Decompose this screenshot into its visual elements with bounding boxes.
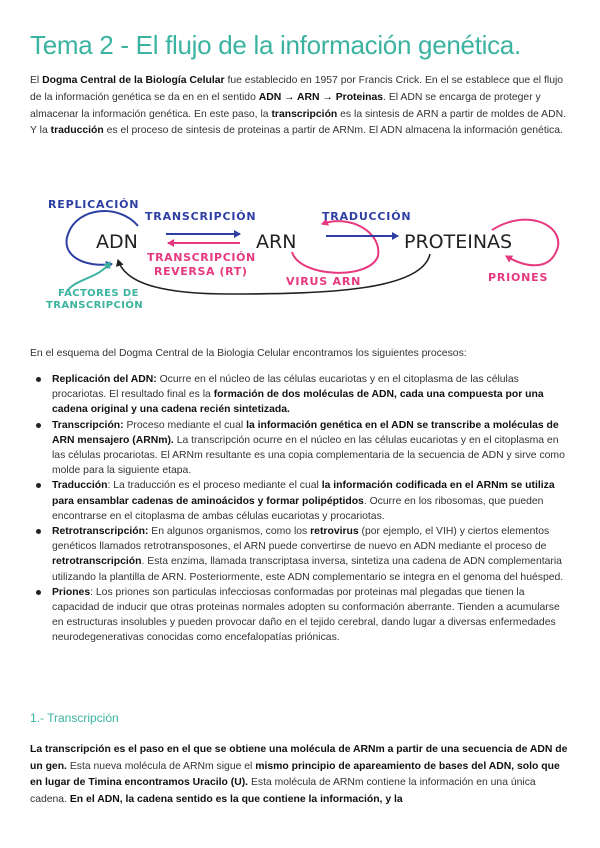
item-text: . Ocurre en los ribosomas, que pueden encontrarse en el citoplasma de ambas células eucariotas y procariotas.: [52, 495, 544, 522]
para-bold-3: En el ADN, la cadena sentido es la que contiene la información, y la: [69, 793, 403, 805]
label-rt-line-1: TRANSCRIPCIÓN: [147, 251, 256, 264]
item-emphasis: retrovirus: [310, 526, 359, 538]
item-emphasis: la información codificada en el ARNm se utiliza para ensamblar cadenas de aminoácidos y formar polipéptidos: [52, 480, 555, 507]
procesos-lead: En el esquema del Dogma Central de la Biologia Celular encontramos los siguientes procesos:: [30, 348, 467, 359]
dogma-central-diagram: [30, 186, 570, 316]
item-emphasis: la información genética en el ADN se transcribe a moléculas de ARN mensajero (ARNm).: [52, 419, 559, 446]
para-text-2: Esta molécula de ARNm contiene la información en una única cadena.: [30, 777, 536, 805]
item-label: Replicación del ADN:: [52, 374, 157, 385]
intro-text-1: El: [30, 75, 43, 86]
factores-arrow: [68, 262, 110, 290]
item-text: : Los priones son particulas infecciosas conformadas por proteinas mal plegadas que tienen la capacidad de inducir que otras proteinas normales adopten su conformación aberrante. Tienden a acumularse en estructuras insolubles y pueden provocar daño en el tejido cerebral, dando lugar a diversas enfermedades neurodegenerativas conocidas como encefalopatías priónicas.: [52, 586, 560, 644]
intro-paragraph: [30, 73, 572, 140]
item-text: La transcripción ocurre en el núcleo en las células eucariotas y en el citoplasma en las células procariotas. El ARNm resultante es una copia complementaria de la secuencia de ADN y sirve como molde para la siguiente etapa.: [52, 434, 565, 477]
item-text: En algunos organismos, como los: [148, 526, 311, 538]
intro-text-3: . El ADN se encarga de proteger y almacenar la información genética. En este paso, la: [30, 91, 541, 120]
virus-arn-loop-arrow: [292, 221, 378, 273]
label-priones: PRIONES: [488, 271, 549, 284]
label-traduccion: TRADUCCIÓN: [322, 210, 412, 223]
item-text: Proceso mediante el cual: [123, 419, 247, 431]
node-arn: ARN: [256, 231, 297, 253]
list-item-traduccion: [30, 478, 570, 524]
intro-text-4: es la sintesis de ARN a partir de moldes de ADN. Y la: [30, 108, 566, 137]
item-label: Traducción: [52, 480, 108, 492]
intro-bold-dogma: Dogma Central de la Biología Celular: [42, 75, 225, 86]
label-factores-line-1: FACTORES DE: [58, 288, 139, 299]
item-label: Transcripción:: [52, 419, 124, 431]
label-virus-arn: VIRUS ARN: [286, 275, 362, 288]
node-proteinas: PROTEINAS: [404, 231, 513, 253]
intro-text-2: fue establecido en 1957 por Francis Crick. En el se establece que el flujo de la información genética se da en en el sentido: [30, 75, 564, 103]
item-text: : La traducción es el proceso mediante el cual: [107, 480, 322, 492]
page-title: Tema 2 - El flujo de la información genética.: [30, 30, 521, 60]
para-bold-2: mismo principio de apareamiento de bases del ADN, solo que en lugar de Timina encontramos Uracilo (U).: [30, 760, 560, 789]
intro-bold-traduccion: traducción: [50, 125, 104, 137]
para-text-1: Esta nueva molécula de ARNm sigue el: [66, 760, 256, 772]
procesos-list: [30, 372, 570, 646]
label-transcripcion: TRANSCRIPCIÓN: [145, 210, 257, 223]
item-label: Retrotranscripción:: [52, 526, 149, 538]
label-replicacion: REPLICACIÓN: [48, 198, 140, 211]
para-bold-1: La transcripción es el paso en el que se obtiene una molécula de ARNm a partir de una secuencia de ADN de un gen.: [30, 744, 568, 772]
item-text: . Esta enzima, llamada transcriptasa inversa, sintetiza una cadena de ADN complementaria utilizando la plantilla de ARN. Posteriormente, este ADN complementario se integra en el genoma del huésped.: [52, 556, 564, 583]
list-item-retrotranscripcion: [30, 524, 570, 585]
item-text: (por ejemplo, el VIH) y ciertos elementos genéticos llamados retrotransposones, el ARN puede convertirse de nuevo en ADN mediante el proceso de: [52, 526, 550, 553]
label-rt-line-2: REVERSA (RT): [154, 265, 248, 278]
intro-bold-flow: ADN → ARN → Proteinas: [258, 91, 384, 103]
node-adn: ADN: [96, 231, 138, 253]
item-text: Ocurre en el núcleo de las células eucariotas y en el citoplasma de las células procariotas. El resultado final es la: [52, 374, 519, 401]
item-emphasis: retrotranscripción: [52, 556, 142, 568]
item-label: Priones: [52, 586, 91, 598]
transcripcion-paragraph: [30, 742, 570, 808]
list-item-transcripcion: [30, 418, 570, 479]
item-emphasis: formación de dos moléculas de ADN, cada una compuesta por una cadena original y una cadena recién sintetizada.: [52, 389, 544, 416]
list-item-priones: [30, 585, 570, 646]
section-heading-transcripcion: 1.- Transcripción: [30, 711, 119, 725]
list-item-replicacion: [30, 372, 570, 418]
intro-text-5: es el proceso de sintesis de proteinas a partir de ARNm. El ADN almacena la información genética.: [103, 125, 563, 137]
intro-bold-transcripcion: transcripción: [271, 108, 338, 120]
label-factores-line-2: TRANSCRIPCIÓN: [46, 300, 144, 311]
